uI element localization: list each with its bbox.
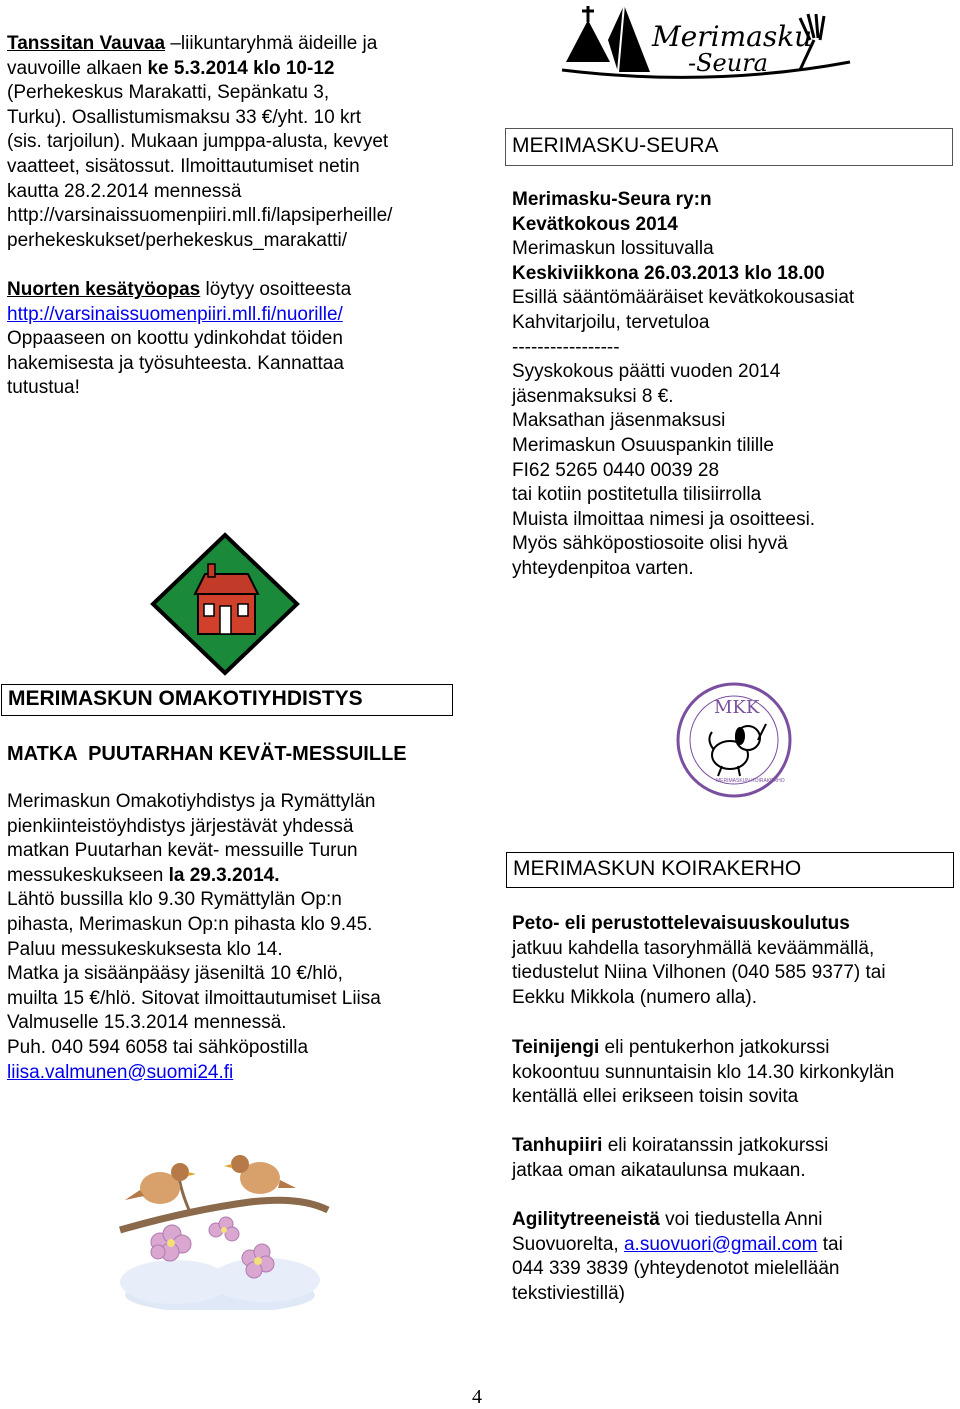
tanssitan-date: ke 5.3.2014 klo 10-12 [147,57,335,79]
merimasku-seura-header: MERIMASKU-SEURA [505,128,953,166]
merimasku-seura-logo [560,0,860,90]
ms-line: Kevätkokous 2014 [512,213,678,235]
page-number: 4 [472,1386,482,1408]
ms-line: Myös sähköpostiosoite olisi hyvä [512,533,788,555]
birds-illustration-icon [100,1130,340,1310]
ms-line: ----------------- [512,336,620,358]
mkk-logo-text: MKK [714,697,760,718]
ms-line: Kahvitarjoilu, tervetuloa [512,311,710,333]
ms-line: Keskiviikkona 26.03.2013 klo 18.00 [512,262,825,284]
mkk-logo [652,680,817,800]
koirakerho-body: Peto- eli perustottelevaisuuskoulutus jatkuu kahdella tasoryhmällä keväämmällä, tiedustelut Niina Vilhonen (040 585 9377) tai Eekku Mikkola (numero alla). [512,913,886,1008]
ms-line: Merimaskun lossituvalla [512,238,714,260]
nuorten-title: Nuorten kesätyöopas [7,279,201,300]
agility-block: Agilitytreeneistä voi tiedustella Anni Suovuorelta, a.suovuori@gmail.com tai 044 339 3839 (yhteydenotot mielellään tekstiviestillä) [512,1209,843,1304]
agi-email-link[interactable]: a.suovuori@gmail.com [623,1233,818,1255]
merimasku-seura-body [512,188,854,582]
omakoti-header: MERIMASKUN OMAKOTIYHDISTYS [1,684,453,716]
house-sign-icon [150,532,300,677]
teini-title: Teinijengi [512,1037,600,1058]
ms-line: FI62 5265 0440 0039 28 [512,459,720,481]
tanssitan-title: Tanssitan Vauvaa [7,33,166,54]
logo-line1: Merimasku [652,20,813,53]
koirakerho-header: MERIMASKUN KOIRAKERHO [506,852,954,888]
ms-line: Maksathan jäsenmaksusi [512,410,726,432]
peto-title: Peto- eli perustottelevaisuuskoulutus [512,913,850,934]
ms-line: Merimasku-Seura ry:n [512,189,712,210]
ms-line: Merimaskun Osuuspankin tilille [512,434,774,456]
ms-line: Esillä sääntömääräiset kevätkokousasiat [512,287,855,309]
tanhu-title: Tanhupiiri [512,1135,603,1156]
ms-line: Syyskokous päätti vuoden 2014 [512,361,781,383]
ms-line: yhteydenpitoa varten. [512,557,694,579]
logo-line2: -Seura [688,49,768,77]
nuorten-link[interactable]: http://varsinaissuomenpiiri.mll.fi/nuorille/ [7,303,343,325]
teinijengi-block: Teinijengi eli pentukerhon jatkokurssi kokoontuu sunnuntaisin klo 14.30 kirkonkylän kentällä ellei erikseen toisin sovita [512,1037,895,1108]
ms-line: jäsenmaksuksi 8 €. [512,385,674,407]
mkk-logo-ring-text: MERIMASKUN KOIRAKERHO [716,778,785,784]
omakoti-subtitle: MATKA PUUTARHAN KEVÄT-MESSUILLE [7,743,407,765]
tanssitan-block: Tanssitan Vauvaa –liikuntaryhmä äideille ja vauvoille alkaen ke 5.3.2014 klo 10-12 (Perhekeskus Marakatti, Sepänkatu 3, Turku). Osallistumismaksu 33 €/yht. 10 krt (sis. tarjoilun). Mukaan jumppa-alusta, kevyet vaatteet, sisätossut. Ilmoittautumiset netin kautta 28.2.2014 mennessä http://varsinaissuomenpiiri.mll.fi/lapsiperheille/ perhekeskukset/perhekeskus_marakatti/ [7,33,393,251]
ms-line: tai kotiin postitetulla tilisiirrolla [512,484,762,506]
tanhupiiri-block: Tanhupiiri eli koiratanssin jatkokurssi jatkaa oman aikataulunsa mukaan. [512,1135,829,1181]
agi-title: Agilitytreeneistä [512,1209,660,1230]
omakoti-body: Merimaskun Omakotiyhdistys ja Rymättylän pienkiinteistöyhdistys järjestävät yhdessä matkan Puutarhan kevät- messuille Turun messukeskukseen la 29.3.2014. Lähtö bussilla klo 9.30 Rymättylän Op:n pihasta, Merimaskun Op:n pihasta klo 9.45. Paluu messukeskuksesta klo 14. Matka ja sisäänpääsy jäseniltä 10 €/hlö, muilta 15 €/hlö. Sitovat ilmoittautumiset Liisa Valmuselle 15.3.2014 mennessä. Puh. 040 594 6058 tai sähköpostilla liisa.valmunen@suomi24.fi [7,790,381,1085]
ms-line: Muista ilmoittaa nimesi ja osoitteesi. [512,508,816,530]
nuorten-block: Nuorten kesätyöopas löytyy osoitteesta http://varsinaissuomenpiiri.mll.fi/nuorille/ Oppaaseen on koottu ydinkohdat töiden hakemisesta ja työsuhteesta. Kannattaa tutustua! [7,279,352,399]
omakoti-email-link[interactable]: liisa.valmunen@suomi24.fi [7,1061,234,1083]
